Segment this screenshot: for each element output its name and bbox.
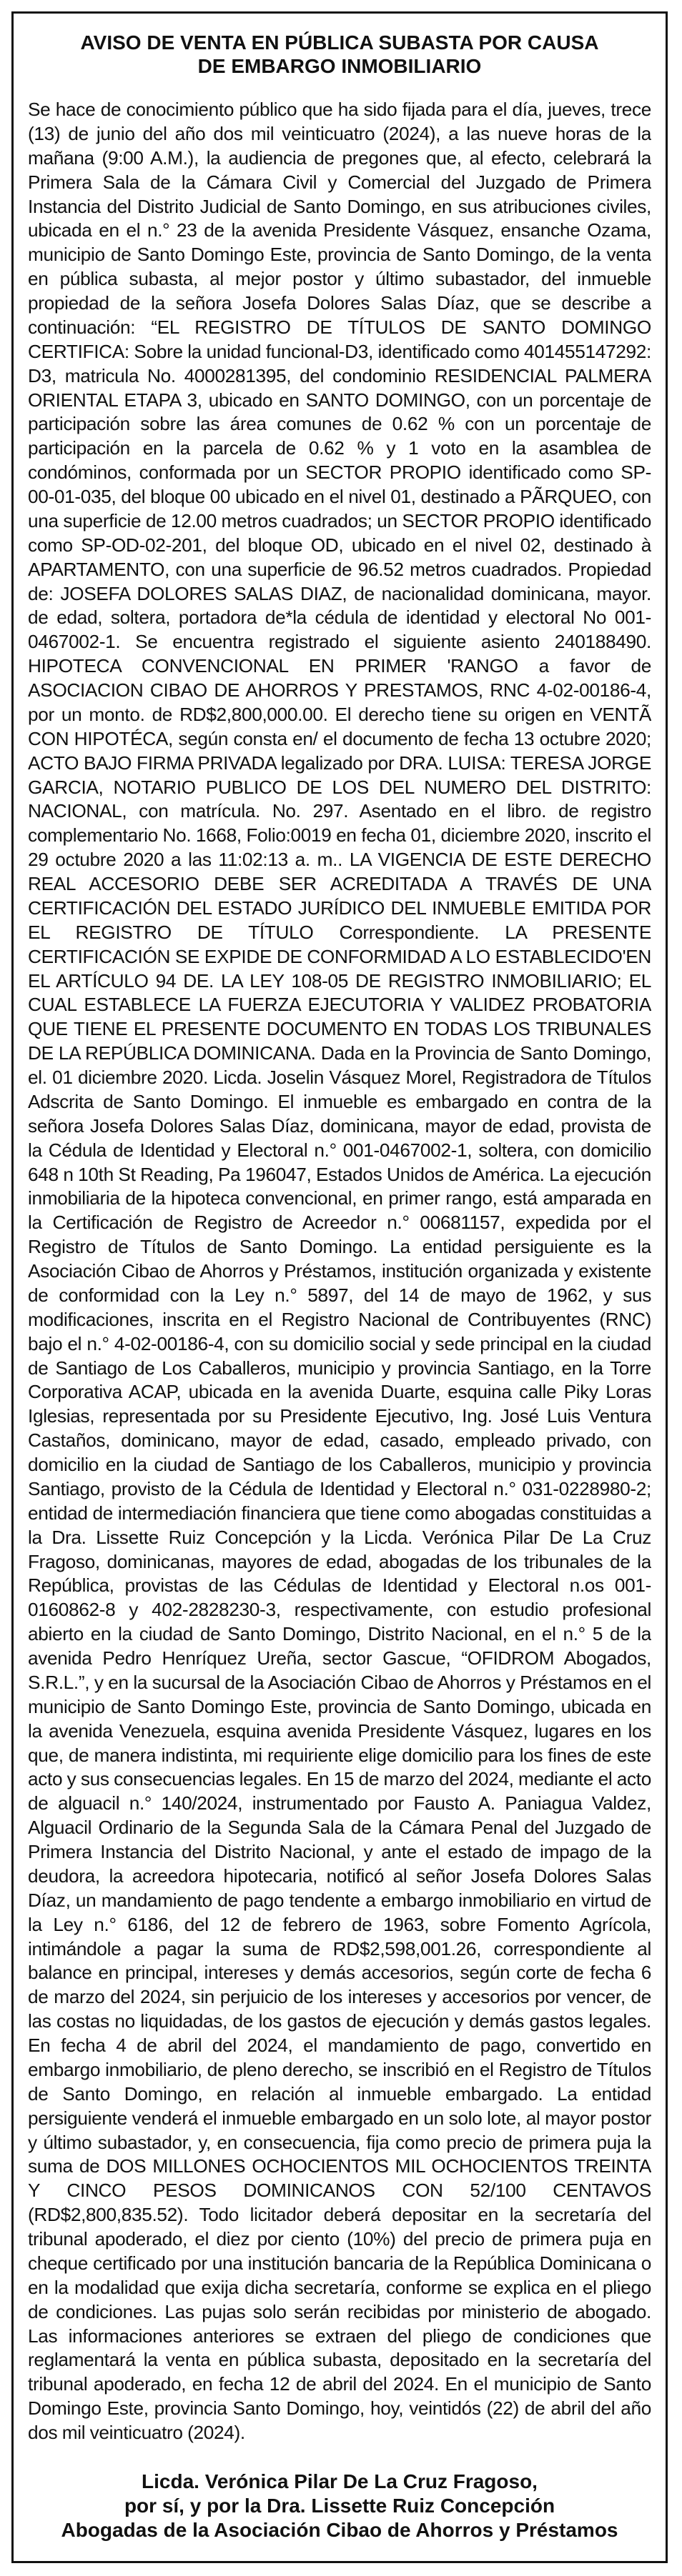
signature-block [28,2470,651,2547]
legal-notice [11,11,668,2563]
notice-body: Se hace de conocimiento público que ha sido fijada para el día, jueves, trece (13) de junio del año dos mil veinticuatro (2024), a las nueve horas de la mañana (9:00 A.M.), la audiencia de pregones que, al efecto, celebrará la Primera Sala de la Cámara Civil y Comercial del Juzgado de Primera Instancia del Distrito Judicial de Santo Domingo, en sus atribuciones civiles, ubicada en el n.° 23 de la avenida Presidente Vásquez, ensanche Ozama, municipio de Santo Domingo Este, provincia de Santo Domingo, de la venta en pública subasta, al mejor postor y último subastador, del inmueble propiedad de la señora Josefa Dolores Salas Díaz, que se describe a continuación: “EL REGISTRO DE TÍTULOS DE SANTO DOMINGO CERTIFICA: Sobre la unidad funcional-D3, identificado como 401455147292: D3, matricula No. 4000281395, del condominio RESIDENCIAL PALMERA ORIENTAL ETAPA 3, ubicado en SANTO DOMINGO, con un porcentaje de participación sobre las área comunes de 0.62 % con un porcentaje de participación en la parcela de 0.62 % y 1 voto en la asamblea de condóminos, conformada por un SECTOR PROPIO identificado como SP-00-01-035, del bloque 00 ubicado en el nivel 01, destinado a PÃRQUEO, con una superficie de 12.00 metros cuadrados; un SECTOR PROPIO identificado como SP-OD-02-201, del bloque OD, ubicado en el nivel 02, destinado à APARTAMENTO, con una superficie de 96.52 metros cuadrados. Propiedad de: JOSEFA DOLORES SALAS DIAZ, de nacionalidad dominicana, mayor. de edad, soltera, portadora de*la cédula de identidad y electoral No 001-0467002-1. Se encuentra registrado el siguiente asiento 240188490. HIPOTECA CONVENCIONAL EN PRIMER 'RANGO a favor de ASOCIACION CIBAO DE AHORROS Y PRESTAMOS, RNC 4-02-00186-4, por un monto. de RD$2,800,000.00. El derecho tiene su origen en VENTÃ CON HIPOTÉCA, según consta en/ el documento de fecha 13 octubre 2020; ACTO BAJO FIRMA PRIVADA legalizado por DRA. LUISA: TERESA JORGE GARCIA, NOTARIO PUBLICO DE LOS DEL NUMERO DEL DISTRITO: NACIONAL, con matrícula. No. 297. Asentado en el libro. de registro complementario No. 1668, Folio:0019 en fecha 01, diciembre 2020, inscrito el 29 octubre 2020 a las 11:02:13 a. m.. LA VIGENCIA DE ESTE DERECHO REAL ACCESORIO DEBE SER ACREDITADA A TRAVÉS DE UNA CERTIFICACIÓN DEL ESTADO JURÍDICO DEL INMUEBLE EMITIDA POR EL REGISTRO DE TÍTULO Correspondiente. LA PRESENTE CERTIFICACIÓN SE EXPIDE DE CONFORMIDAD A LO ESTABLECIDO'EN EL ARTÍCULO 94 DE. LA LEY 108-05 DE REGISTRO INMOBILIARIO; EL CUAL ESTABLECE LA FUERZA EJECUTORIA Y VALIDEZ PROBATORIA QUE TIENE EL PRESENTE DOCUMENTO EN TODAS LOS TRIBUNALES DE LA REPÚBLICA DOMINICANA. Dada en la Provincia de Santo Domingo, el. 01 diciembre 2020. Licda. Joselin Vásquez Morel, Registradora de Títulos Adscrita de Santo Domingo. El inmueble es embargado en contra de la señora Josefa Dolores Salas Díaz, dominicana, mayor de edad, provista de la Cédula de Identidad y Electoral n.° 001-0467002-1, soltera, con domicilio 648 n 10th St Reading, Pa 196047, Estados Unidos de América. La ejecución inmobiliaria de la hipoteca convencional, en primer rango, está amparada en la Certificación de Registro de Acreedor n.° 00681157, expedida por el Registro de Títulos de Santo Domingo. La entidad persiguiente es la Asociación Cibao de Ahorros y Préstamos, institución organizada y existente de conformidad con la Ley n.° 5897, del 14 de mayo de 1962, y sus modificaciones, inscrita en el Registro Nacional de Contribuyentes (RNC) bajo el n.° 4-02-00186-4, con su domicilio social y sede principal en la ciudad de Santiago de Los Caballeros, municipio y provincia Santiago, en la Torre Corporativa ACAP, ubicada en la avenida Duarte, esquina calle Piky Loras Iglesias, representada por su Presidente Ejecutivo, Ing. José Luis Ventura Castaños, dominicano, mayor de edad, casado, empleado privado, con domicilio en la ciudad de Santiago de los Caballeros, municipio y provincia Santiago, provisto de la Cédula de Identidad y Electoral n.° 031-0228980-2; entidad de intermediación financiera que tiene como abogadas constituidas a la Dra. Lissette Ruiz Concepción y la Licda. Verónica Pilar De La Cruz Fragoso, dominicanas, mayores de edad, abogadas de los tribunales de la República, provistas de las Cédulas de Identidad y Electoral n.os 001-0160862-8 y 402-2828230-3, respectivamente, con estudio profesional abierto en la ciudad de Santo Domingo, Distrito Nacional, en el n.° 5 de la avenida Pedro Henríquez Ureña, sector Gascue, “OFIDROM Abogados, S.R.L.”, y en la sucursal de la Asociación Cibao de Ahorros y Préstamos en el municipio de Santo Domingo Este, provincia de Santo Domingo, ubicada en la avenida Venezuela, esquina avenida Presidente Vásquez, lugares en los que, de manera indistinta, mi requiriente elige domicilio para los fines de este acto y sus consecuencias legales. En 15 de marzo del 2024, mediante el acto de alguacil n.° 140/2024, instrumentado por Fausto A. Paniagua Valdez, Alguacil Ordinario de la Segunda Sala de la Cámara Penal del Juzgado de Primera Instancia del Distrito Nacional, y ante el estado de impago de la deudora, la acreedora hipotecaria, notificó al señor Josefa Dolores Salas Díaz, un mandamiento de pago tendente a embargo inmobiliario en virtud de la Ley n.° 6186, del 12 de febrero de 1963, sobre Fomento Agrícola, intimándole a pagar la suma de RD$2,598,001.26, correspondiente al balance en principal, intereses y demás accesorios, según corte de fecha 6 de marzo del 2024, sin perjuicio de los intereses y accesorios por vencer, de las costas no liquidadas, de los gastos de ejecución y demás gastos legales. En fecha 4 de abril del 2024, el mandamiento de pago, convertido en embargo inmobiliario, de pleno derecho, se inscribió en el Registro de Títulos de Santo Domingo, en relación al inmueble embargado. La entidad persiguiente venderá el inmueble embargado en un solo lote, al mayor postor y último subastador, y, en consecuencia, fija como precio de primera puja la suma de DOS MILLONES OCHOCIENTOS MIL OCHOCIENTOS TREINTA Y CINCO PESOS DOMINICANOS CON 52/100 CENTAVOS (RD$2,800,835.52). Todo licitador deberá depositar en la secretaría del tribunal apoderado, el diez por ciento (10%) del precio de primera puja en cheque certificado por una institución bancaria de la República Dominicana o en la modalidad que exija dicha secretaría, conforme se explica en el pliego de condiciones. Las pujas solo serán recibidas por ministerio de abogado. Las informaciones anteriores se extraen del pliego de condiciones que reglamentará la venta en pública subasta, depositado en la secretaría del tribunal apoderado, en fecha 12 de abril del 2024. En el municipio de Santo Domingo Este, provincia Santo Domingo, hoy, veintidós (22) de abril del año dos mil veinticuatro (2024). [28,99,651,2443]
signature-line-3: Abogadas de la Asociación Cibao de Ahorros y Préstamos [61,2519,618,2541]
signature-line-2: por sí, y por la Dra. Lissette Ruiz Concepción [124,2495,555,2517]
notice-title-line-2: DE EMBARGO INMOBILIARIO [197,55,482,77]
notice-title [28,31,651,78]
notice-title-line-1: AVISO DE VENTA EN PÚBLICA SUBASTA POR CAUSA [80,31,599,54]
signature-line-1: Licda. Verónica Pilar De La Cruz Fragoso, [142,2470,538,2492]
